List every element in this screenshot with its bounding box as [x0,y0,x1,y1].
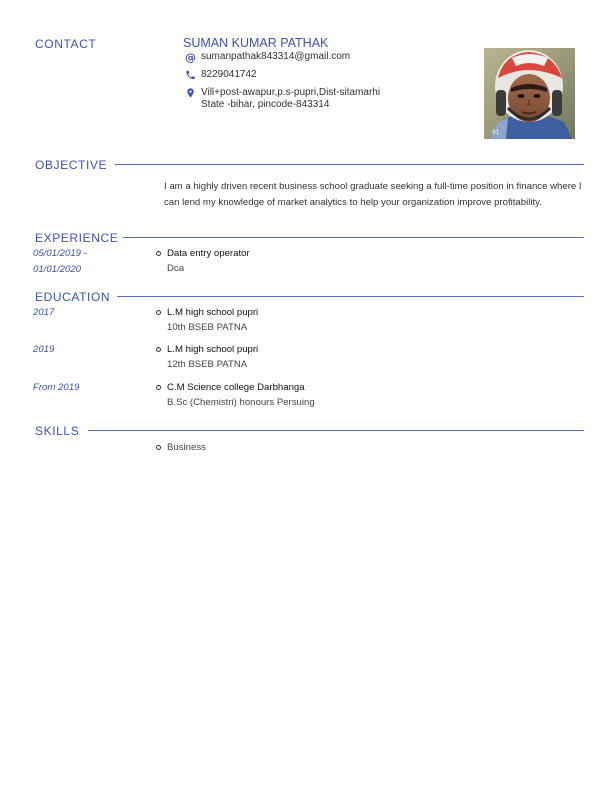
skills-heading: SKILLS [35,424,80,438]
education-date: 2019 [33,344,55,355]
experience-date-end: 01/01/2020 [33,263,82,275]
education-title: L.M high school pupri [167,344,259,355]
education-item [156,342,258,372]
experience-company: Dca [167,263,185,274]
phone-text: 8229041742 [201,69,257,80]
profile-photo [484,48,575,139]
candidate-name: SUMAN KUMAR PATHAK [183,36,329,50]
experience-heading: EXPERIENCE [35,231,119,245]
objective-text: I am a highly driven recent business school graduate seeking a full-time position in finance where I can lend my knowledge of market analytics to help your organization improve profitability. [164,181,582,208]
education-heading: EDUCATION [35,290,111,304]
experience-item [156,246,250,276]
skill-label: Business [167,442,206,453]
bullet-icon [156,347,161,352]
education-rule [117,296,584,297]
address-line-1: Vill+post-awapur,p.s-pupri,Dist-sitamarhi [201,87,381,98]
experience-date-start: 05/01/2019 - [33,248,87,259]
bullet-icon [156,251,161,256]
map-pin-icon [185,87,196,99]
education-date: From 2019 [33,382,80,393]
address-text [201,87,380,111]
contact-phone [185,69,257,81]
bullet-icon [156,385,161,390]
education-item [156,380,315,410]
education-title: L.M high school pupri [167,307,259,318]
bullet-icon [156,445,161,450]
address-line-2: State -bihar, pincode-843314 [201,99,330,110]
education-detail: 10th BSEB PATNA [167,322,248,333]
experience-rule [123,237,584,238]
education-item [156,305,258,335]
contact-address [185,87,380,111]
education-detail: 12th BSEB PATNA [167,359,248,370]
svg-text:@: @ [185,51,196,63]
email-text: sumanpathak843314@gmail.com [201,51,351,62]
contact-email [185,51,350,63]
bullet-icon [156,310,161,315]
experience-date [33,246,87,277]
education-title: C.M Science college Darbhanga [167,382,305,393]
photo-watermark: ·91 [490,129,500,136]
education-detail: B.Sc (Chemistri) honours Persuing [167,397,315,408]
education-date: 2017 [33,307,55,318]
skills-rule [88,430,584,431]
experience-title: Data entry operator [167,248,250,259]
at-sign-icon [185,51,196,63]
objective-rule [115,164,584,165]
skill-item [156,440,206,455]
contact-heading: CONTACT [35,37,97,51]
phone-icon [185,69,196,81]
objective-heading: OBJECTIVE [35,158,108,172]
